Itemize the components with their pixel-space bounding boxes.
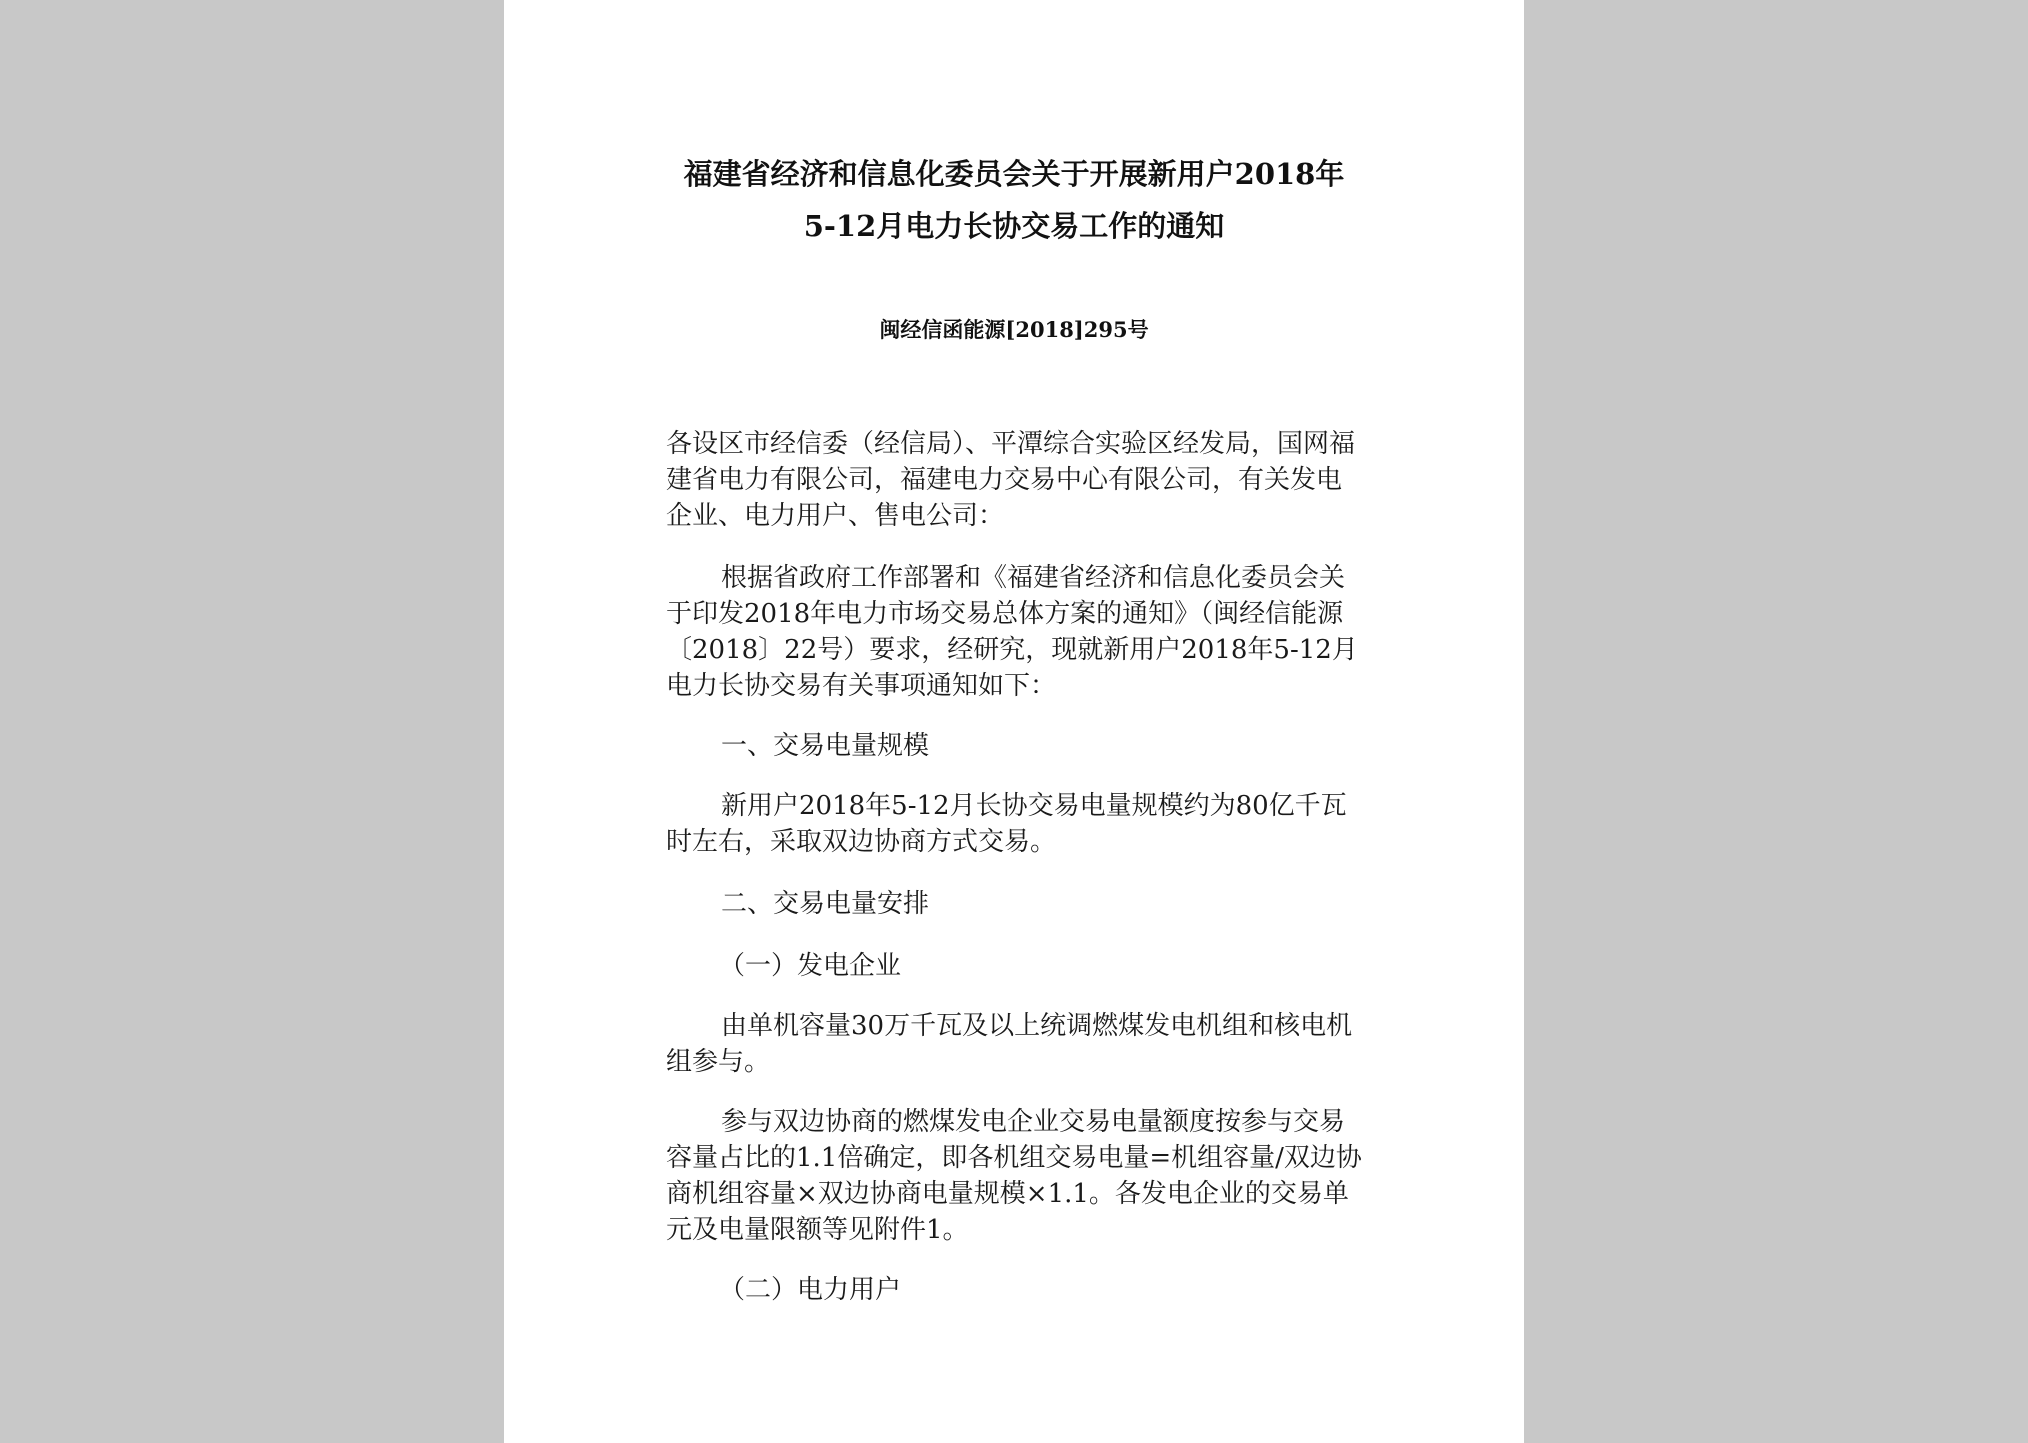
section-2-sub1-paragraph-1: 由单机容量30万千瓦及以上统调燃煤发电机组和核电机组参与。 [666,1011,1353,1077]
section-2-subheading-2: （二）电力用户 [719,1275,902,1305]
section-2-sub1-paragraph-2: 参与双边协商的燃煤发电企业交易电量额度按参与交易容量占比的1.1倍确定，即各机组交易电量=机组容量/双边协商机组容量×双边协商电量规模×1.1。各发电企业的交易单元及电量限额等见附件1。 [666,1107,1362,1245]
title-line-1: 福建省经济和信息化委员会关于开展新用户2018年 [683,157,1345,191]
document-page [504,0,1524,1443]
basis-paragraph: 根据省政府工作部署和《福建省经济和信息化委员会关于印发2018年电力市场交易总体方案的通知》（闽经信能源〔2018〕22号）要求，经研究，现就新用户2018年5-12月电力长协交易有关事项通知如下： [666,563,1358,701]
addressee-paragraph: 各设区市经信委（经信局）、平潭综合实验区经发局，国网福建省电力有限公司，福建电力交易中心有限公司，有关发电企业、电力用户、售电公司： [666,429,1356,531]
section-2-subheading-1: （一）发电企业 [719,951,902,981]
section-1-heading: 一、交易电量规模 [721,731,930,761]
title-line-2: 5-12月电力长协交易工作的通知 [803,209,1225,243]
document-number: 闽经信函能源[2018]295号 [879,317,1149,342]
section-1-paragraph: 新用户2018年5-12月长协交易电量规模约为80亿千瓦时左右，采取双边协商方式交易。 [666,791,1347,857]
section-2-heading: 二、交易电量安排 [721,889,930,919]
document-title [504,148,1524,252]
